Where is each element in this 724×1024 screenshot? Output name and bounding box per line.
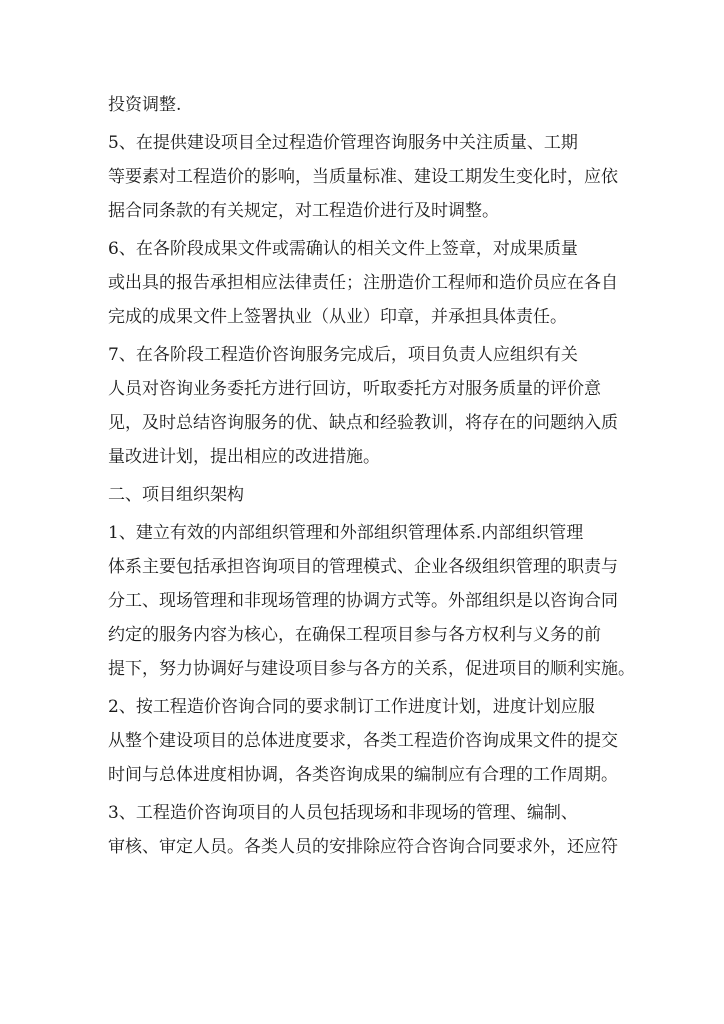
document-body [108, 88, 635, 864]
text-line: 或出具的报告承担相应法律责任；注册造价工程师和造价员应在各自 [108, 273, 618, 293]
section-paragraph-2 [108, 690, 616, 792]
text-line: 投资调整. [108, 95, 182, 115]
paragraph-5 [108, 126, 616, 228]
text-line: 约定的服务内容为核心，在确保工程项目参与各方权利与义务的前 [108, 625, 601, 645]
text-line: 人员对咨询业务委托方进行回访，听取委托方对服务质量的评价意 [108, 379, 601, 399]
text-line: 1、建立有效的内部组织管理和外部组织管理体系.内部组织管理 [108, 523, 584, 543]
text-line: 2、按工程造价咨询合同的要求制订工作进度计划，进度计划应服 [108, 697, 595, 717]
section-heading: 二、项目组织架构 [108, 485, 244, 505]
text-line: 5、在提供建设项目全过程造价管理咨询服务中关注质量、工期 [108, 133, 578, 153]
text-line: 据合同条款的有关规定，对工程造价进行及时调整。 [108, 201, 499, 221]
text-line: 等要素对工程造价的影响，当质量标准、建设工期发生变化时，应依 [108, 167, 618, 187]
text-line: 3、工程造价咨询项目的人员包括现场和非现场的管理、编制、 [108, 803, 578, 823]
text-line: 提下，努力协调好与建设项目参与各方的关系，促进项目的顺利实施。 [108, 659, 635, 679]
paragraph-6 [108, 232, 616, 334]
text-line: 量改进计划，提出相应的改进措施。 [108, 447, 380, 467]
text-line: 分工、现场管理和非现场管理的协调方式等。外部组织是以咨询合同 [108, 591, 618, 611]
section-heading-block [108, 478, 616, 512]
text-line: 时间与总体进度相协调，各类咨询成果的编制应有合理的工作周期。 [108, 765, 618, 785]
section-paragraph-1 [108, 516, 635, 686]
section-paragraph-3 [108, 796, 616, 864]
paragraph-continuation [108, 88, 616, 122]
text-line: 6、在各阶段成果文件或需确认的相关文件上签章，对成果质量 [108, 239, 578, 259]
text-line: 体系主要包括承担咨询项目的管理模式、企业各级组织管理的职责与 [108, 557, 618, 577]
text-line: 审核、审定人员。各类人员的安排除应符合咨询合同要求外，还应符 [108, 837, 618, 857]
text-line: 完成的成果文件上签署执业（从业）印章，并承担具体责任。 [108, 307, 567, 327]
text-line: 从整个建设项目的总体进度要求，各类工程造价咨询成果文件的提交 [108, 731, 618, 751]
text-line: 见，及时总结咨询服务的优、缺点和经验教训，将存在的问题纳入质 [108, 413, 618, 433]
text-line: 7、在各阶段工程造价咨询服务完成后，项目负责人应组织有关 [108, 345, 578, 365]
paragraph-7 [108, 338, 616, 474]
